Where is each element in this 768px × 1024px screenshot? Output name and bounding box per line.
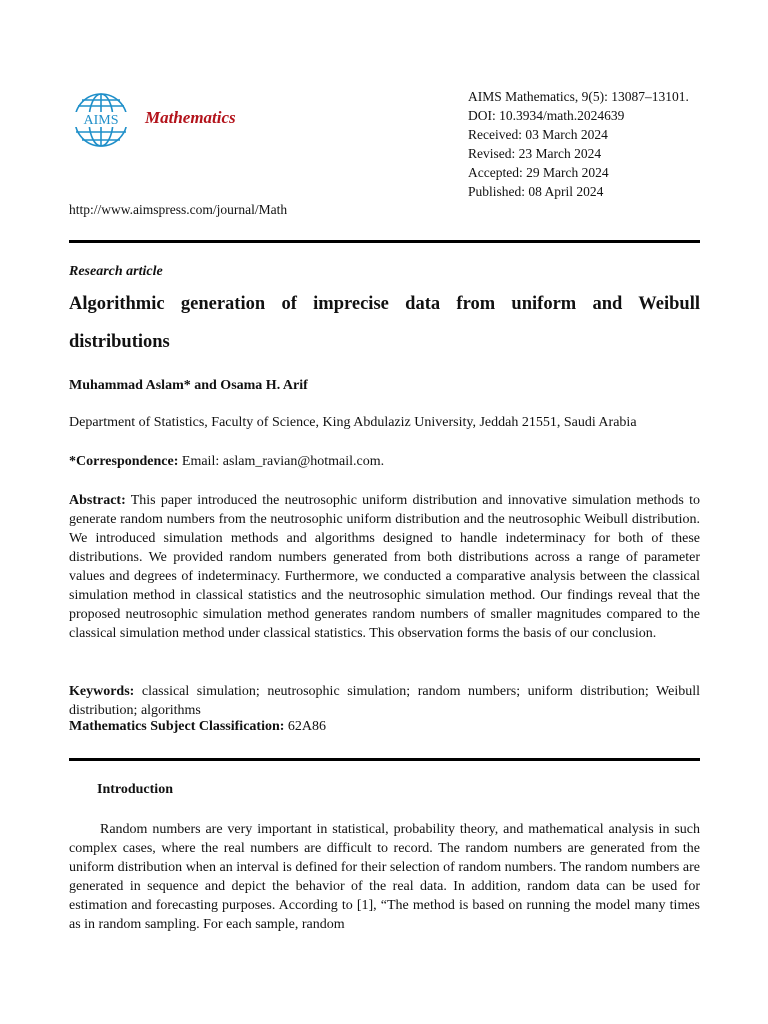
abstract-text: This paper introduced the neutrosophic uniform distribution and innovative simulation methods to generate random numbers from the neutrosophic uniform distribution and the neutrosophic Weibull distribution. We introduced simulation methods and algorithms designed to handle indeterminacy for both of these distributions. We provided random numbers generated from both distributions across a range of parameter values and degrees of indeterminacy. Furthermore, we conducted a comparative analysis between the classical simulation method in classical statistics and the neutrosophic simulation method. Our findings reveal that the proposed neutrosophic simulation method generates random numbers of smaller magnitudes compared to the classical simulation method under classical statistics. This observation forms the basis of our conclusion. [69, 493, 700, 641]
article-type: Research article [69, 264, 163, 279]
top-divider [69, 240, 700, 243]
accepted-date: Accepted: 29 March 2024 [468, 165, 609, 180]
authors: Muhammad Aslam* and Osama H. Arif [69, 378, 308, 393]
abstract [69, 491, 700, 643]
keywords-label: Keywords: [69, 684, 135, 699]
logo-text: AIMS [83, 113, 119, 128]
keywords-text: classical simulation; neutrosophic simulation; random numbers; uniform distribution; Weibull distribution; algorithms [69, 684, 700, 718]
journal-brand: Mathematics [145, 108, 236, 127]
revised-date: Revised: 23 March 2024 [468, 146, 602, 161]
received-date: Received: 03 March 2024 [468, 127, 608, 142]
msc-label: Mathematics Subject Classification: [69, 719, 285, 734]
article-title: Algorithmic generation of imprecise data from uniform and Weibull distributions [69, 294, 700, 352]
journal-url: http://www.aimspress.com/journal/Math [69, 202, 288, 217]
section-heading-introduction: Introduction [97, 782, 173, 797]
subject-classification [69, 719, 326, 735]
bottom-divider [69, 758, 700, 761]
journal-reference: AIMS Mathematics, 9(5): 13087–13101. [468, 89, 689, 104]
doi: DOI: 10.3934/math.2024639 [468, 108, 625, 123]
msc-code: 62A86 [284, 719, 327, 734]
correspondence-label: *Correspondence: [69, 454, 179, 469]
published-date: Published: 08 April 2024 [468, 184, 604, 199]
correspondence-email: Email: aslam_ravian@hotmail.com. [178, 454, 385, 469]
correspondence [69, 454, 384, 470]
keywords [69, 682, 700, 720]
aims-logo [70, 92, 132, 148]
publication-meta [468, 87, 689, 201]
introduction-paragraph: Random numbers are very important in statistical, probability theory, and mathematical analysis in such complex cases, where the real numbers are difficult to record. The random numbers are generated from the uniform distribution when an interval is defined for their selection of random numbers. The random numbers are generated in sequence and depict the behavior of the real data. In addition, random data can be used for estimation and forecasting purposes. According to [1], “The method is based on running the model many times as in random sampling. For each sample, random [69, 822, 700, 932]
abstract-label: Abstract: [69, 493, 126, 508]
affiliation: Department of Statistics, Faculty of Science, King Abdulaziz University, Jeddah 21551, Saudi Arabia [69, 415, 637, 430]
